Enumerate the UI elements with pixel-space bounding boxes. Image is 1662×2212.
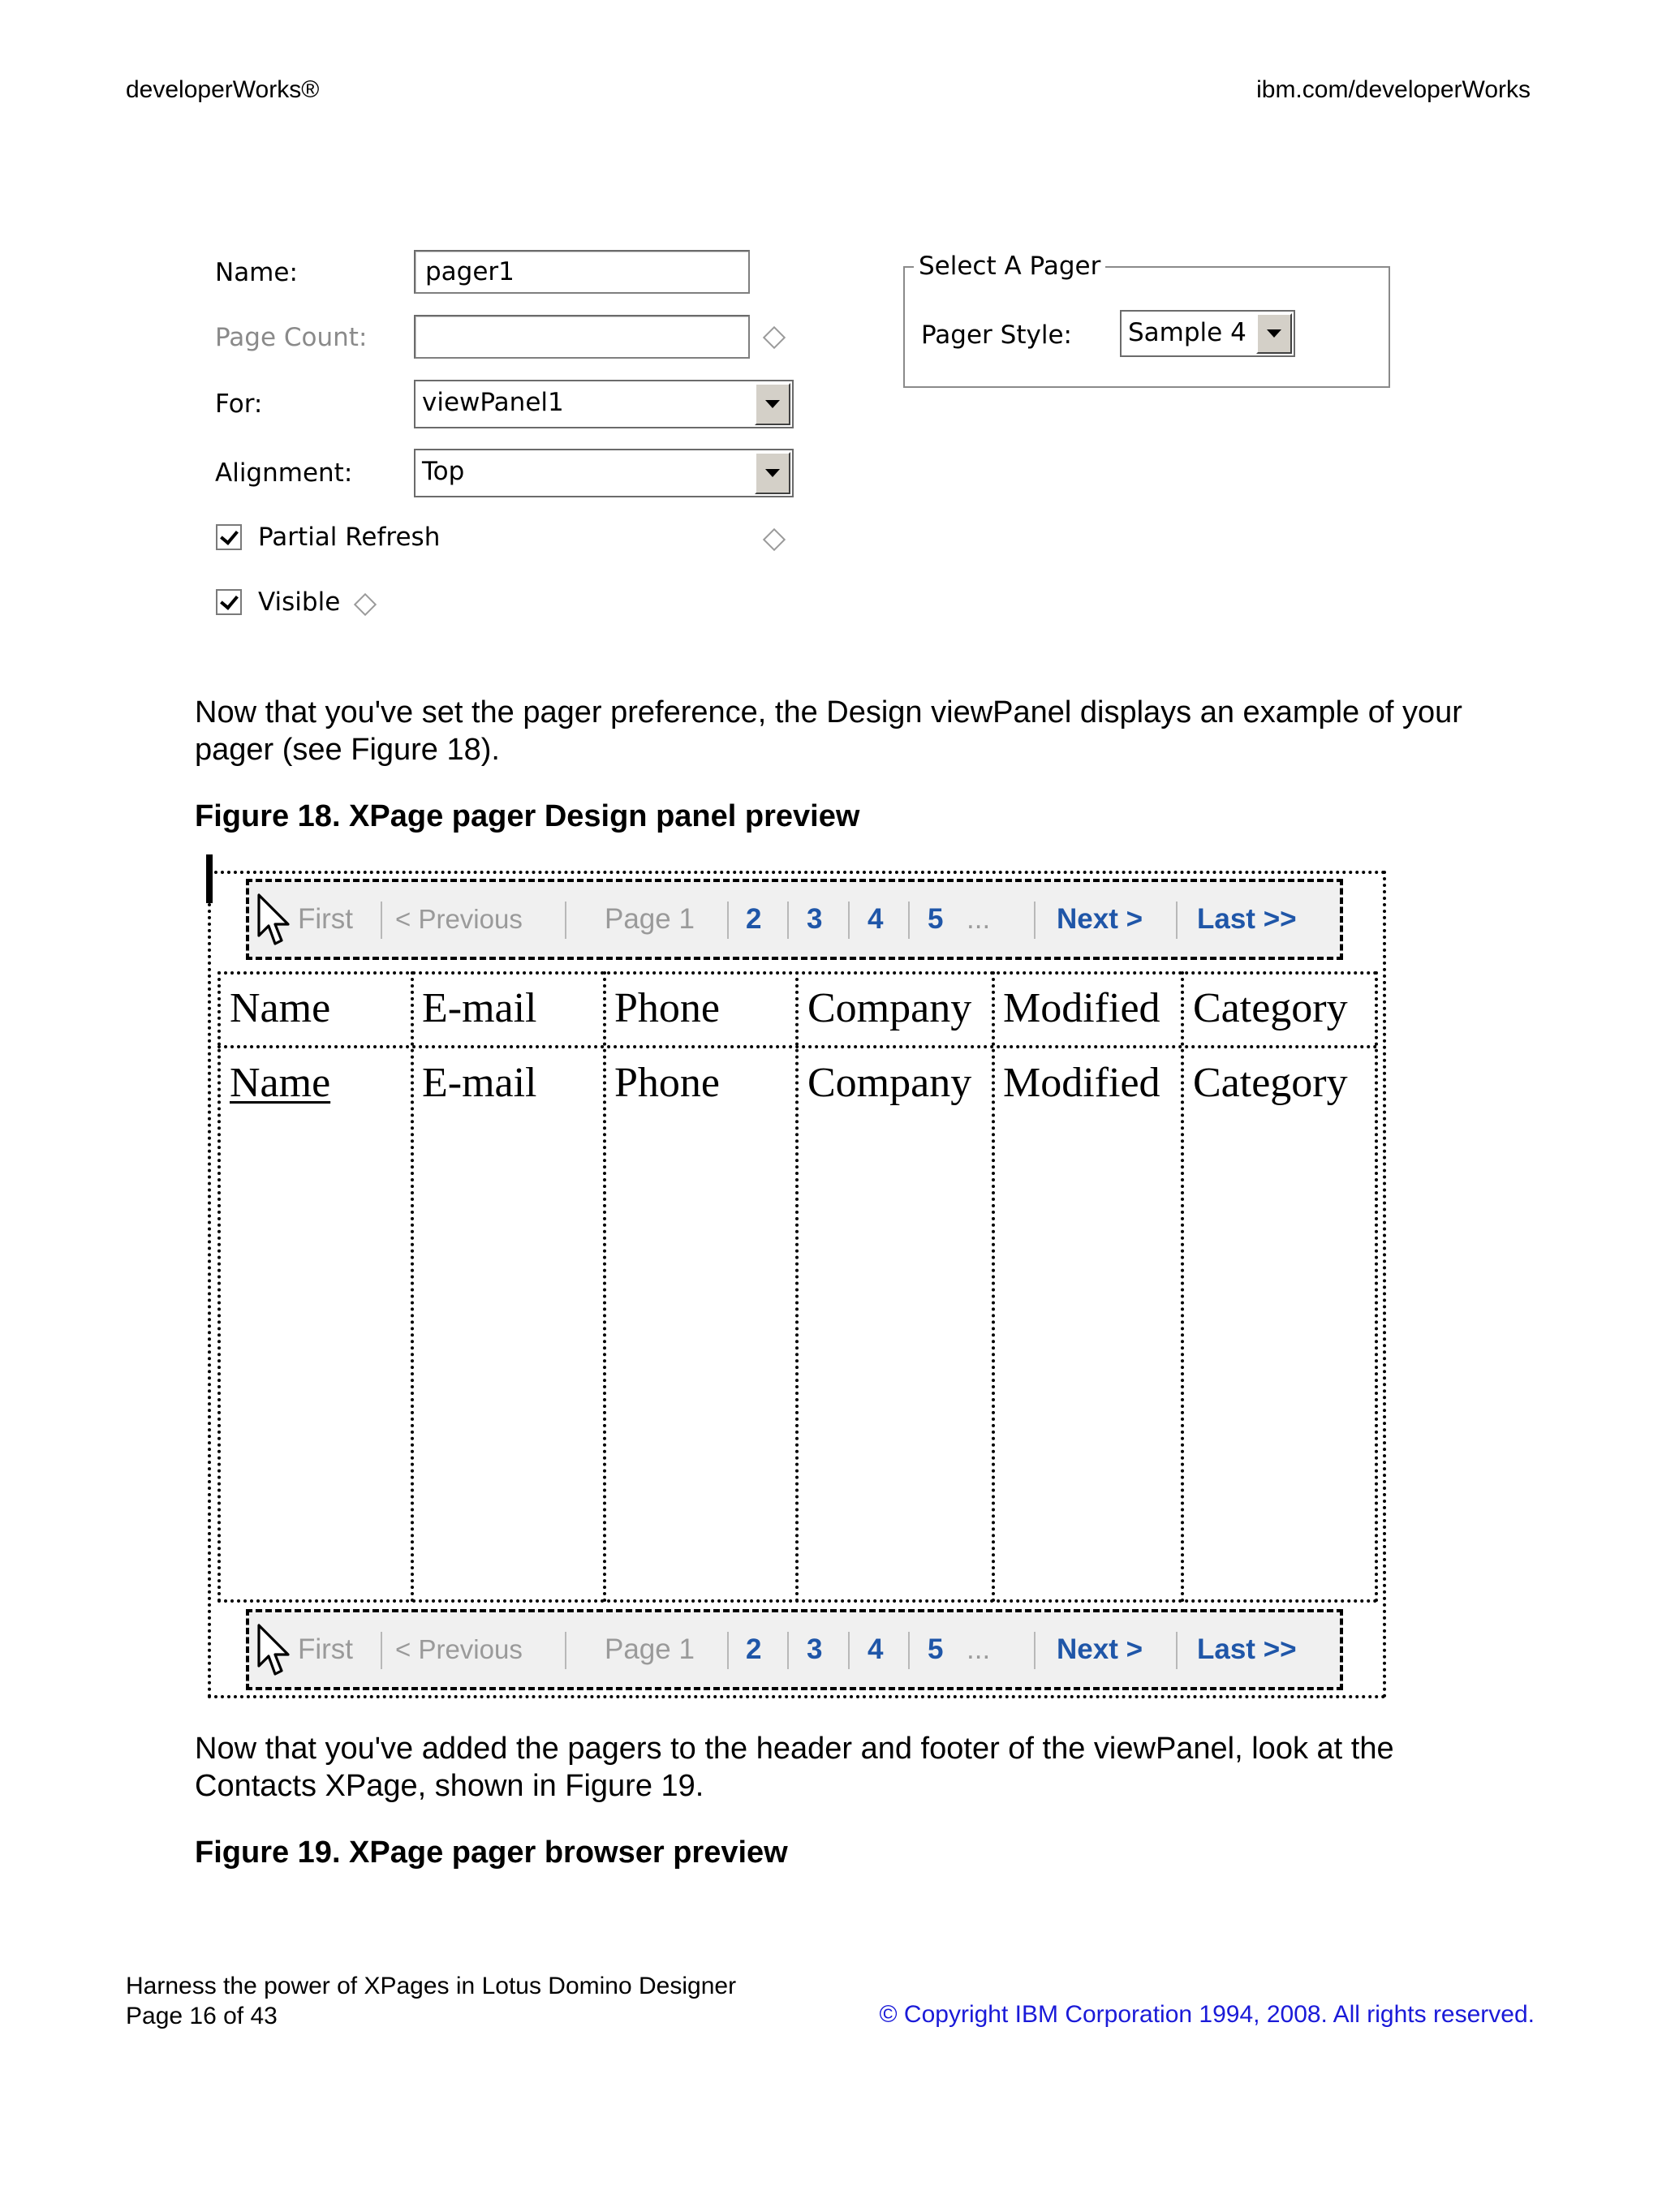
pager-separator <box>1034 902 1036 939</box>
column-header-name[interactable]: Name <box>230 985 331 1031</box>
column-header-modified[interactable]: Modified <box>1003 985 1160 1031</box>
partial-refresh-checkbox[interactable] <box>216 524 242 550</box>
pager-style-value: Sample 4 <box>1128 318 1246 347</box>
pager-previous[interactable]: < Previous <box>395 1634 523 1664</box>
column-divider <box>795 971 799 1603</box>
column-header-email[interactable]: E-mail <box>422 985 537 1031</box>
pager-next[interactable]: Next > <box>1057 903 1143 935</box>
name-input[interactable]: pager1 <box>414 250 750 294</box>
column-header-category[interactable]: Category <box>1193 985 1348 1031</box>
for-select[interactable] <box>414 380 794 428</box>
cell-company: Company <box>807 1060 972 1106</box>
header-brand: developerWorks® <box>126 76 320 103</box>
pager-previous[interactable]: < Previous <box>395 904 523 934</box>
pager-separator <box>1176 902 1178 939</box>
pager-separator <box>565 1632 566 1669</box>
pager-separator <box>908 1632 910 1669</box>
pager-last[interactable]: Last >> <box>1197 903 1297 935</box>
pager-first[interactable]: First <box>298 1633 354 1665</box>
figure-19-title: Figure 19. XPage pager browser preview <box>195 1835 788 1870</box>
alignment-select[interactable] <box>414 449 794 497</box>
pager-ellipsis: ... <box>967 903 991 935</box>
pager-separator <box>908 902 910 939</box>
pager-separator <box>727 1632 729 1669</box>
name-label: Name: <box>215 258 298 287</box>
pager-page-label: Page 1 <box>605 1633 695 1665</box>
pager-separator <box>787 1632 789 1669</box>
paragraph-1: Now that you've set the pager preference, the Design viewPanel displays an example of your pager (see Figure 18). <box>195 695 1462 767</box>
cell-name-link[interactable]: Name <box>230 1060 331 1106</box>
pager-separator <box>1034 1632 1036 1669</box>
pager-style-label: Pager Style: <box>921 321 1072 350</box>
for-label: For: <box>215 389 263 419</box>
pager-last[interactable]: Last >> <box>1197 1633 1297 1665</box>
partial-refresh-label: Partial Refresh <box>258 523 441 552</box>
alignment-select-value: Top <box>422 457 465 486</box>
for-select-value: viewPanel1 <box>422 388 564 417</box>
pager-separator <box>1176 1632 1178 1669</box>
chevron-down-icon[interactable] <box>755 452 790 494</box>
pager-separator <box>381 1632 382 1669</box>
footer-copyright[interactable]: © Copyright IBM Corporation 1994, 2008. All rights reserved. <box>879 2001 1535 2028</box>
compute-diamond-icon[interactable] <box>763 326 786 349</box>
pager-page-3[interactable]: 3 <box>807 903 823 935</box>
column-header-company[interactable]: Company <box>807 985 972 1031</box>
footer-page-number: Page 16 of 43 <box>126 2003 278 2029</box>
pager-page-5[interactable]: 5 <box>928 903 944 935</box>
mouse-pointer-icon <box>257 893 290 947</box>
mouse-pointer-icon <box>257 1624 290 1677</box>
pager-page-2[interactable]: 2 <box>746 1633 762 1665</box>
footer-info <box>126 1971 736 2031</box>
pager-page-5[interactable]: 5 <box>928 1633 944 1665</box>
cell-category: Category <box>1193 1060 1348 1106</box>
column-divider <box>603 971 606 1603</box>
chevron-down-icon[interactable] <box>1256 313 1292 354</box>
pager-header[interactable] <box>246 879 1343 960</box>
cell-email: E-mail <box>422 1060 537 1106</box>
cell-modified: Modified <box>1003 1060 1160 1106</box>
pager-separator <box>381 902 382 939</box>
figure-18-title: Figure 18. XPage pager Design panel preview <box>195 799 860 833</box>
compute-diamond-icon[interactable] <box>763 528 786 551</box>
pager-page-2[interactable]: 2 <box>746 903 762 935</box>
footer-doc-title: Harness the power of XPages in Lotus Domino Designer <box>126 1973 737 1999</box>
pager-separator <box>848 902 850 939</box>
pager-next[interactable]: Next > <box>1057 1633 1143 1665</box>
pager-page-label: Page 1 <box>605 903 695 935</box>
select-pager-legend: Select A Pager <box>914 252 1105 281</box>
pager-style-select[interactable] <box>1120 310 1295 357</box>
chevron-down-icon[interactable] <box>755 383 790 425</box>
pager-separator <box>787 902 789 939</box>
page-count-input[interactable] <box>414 315 750 359</box>
paragraph-2: Now that you've added the pagers to the header and footer of the viewPanel, look at the Contacts XPage, shown in Figure 19. <box>195 1732 1394 1803</box>
column-divider <box>992 971 995 1603</box>
visible-checkbox[interactable] <box>216 589 242 615</box>
pager-first[interactable]: First <box>298 903 354 935</box>
column-divider <box>1181 971 1184 1603</box>
pager-page-4[interactable]: 4 <box>868 903 884 935</box>
visible-label: Visible <box>258 587 341 617</box>
column-divider <box>411 971 414 1603</box>
pager-separator <box>727 902 729 939</box>
cell-phone: Phone <box>614 1060 720 1106</box>
alignment-label: Alignment: <box>215 458 353 488</box>
page-count-label: Page Count: <box>215 323 368 352</box>
pager-separator <box>565 902 566 939</box>
header-url[interactable]: ibm.com/developerWorks <box>1256 76 1531 103</box>
pager-separator <box>848 1632 850 1669</box>
pager-ellipsis: ... <box>967 1633 991 1665</box>
pager-page-3[interactable]: 3 <box>807 1633 823 1665</box>
pager-page-4[interactable]: 4 <box>868 1633 884 1665</box>
pager-footer[interactable] <box>246 1609 1343 1690</box>
compute-diamond-icon[interactable] <box>354 593 377 616</box>
column-header-phone[interactable]: Phone <box>614 985 720 1031</box>
